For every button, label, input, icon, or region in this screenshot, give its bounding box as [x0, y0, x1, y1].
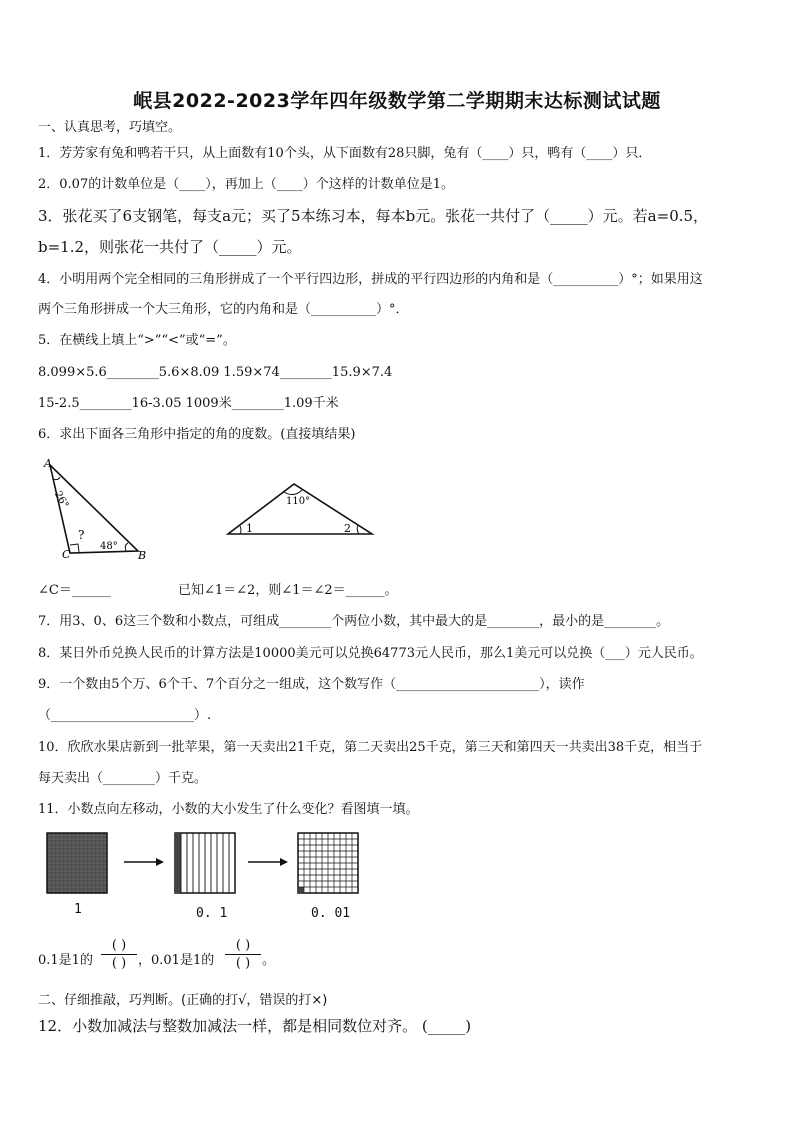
- fraction-denominator: ( ): [235, 956, 251, 971]
- question-5: 5．在横线上填上“>”“<”或“=”。: [38, 333, 236, 348]
- question-11-fill-b: ，0.01是1的: [138, 953, 215, 968]
- question-12: 12．小数加减法与整数加减法一样，都是相同数位对齐。 (_____): [38, 1017, 472, 1035]
- question-5-row2: 15-2.5________16-3.05 1009米________1.09千米: [38, 396, 339, 411]
- fraction-denominator: ( ): [111, 956, 127, 971]
- section-2-heading: 二、仔细推敲，巧判断。(正确的打√，错误的打×): [38, 993, 328, 1008]
- angle-c-unknown: ?: [78, 528, 85, 542]
- label-one-hundredth: 0. 01: [311, 906, 351, 921]
- question-11-fill-c: 。: [262, 953, 276, 968]
- angle-a-value: 26°: [51, 489, 71, 511]
- question-5-row1: 8.099×5.6________5.6×8.09 1.59×74________15.9×7.4: [38, 365, 393, 380]
- triangle-label-b: B: [138, 549, 147, 562]
- question-7: 7．用3、0、6这三个数和小数点，可组成________个两位小数，其中最大的是________，最小的是________。: [38, 614, 670, 629]
- whole-square: [47, 833, 107, 893]
- fraction-blank-1: [101, 937, 137, 972]
- hundredths-square: [298, 833, 358, 893]
- question-2: 2．0.07的计数单位是（____），再加上（____）个这样的计数单位是1。: [38, 177, 454, 192]
- decimal-grid-figure: [44, 830, 374, 900]
- label-one: 1: [74, 902, 82, 917]
- question-4-line2: 两个三角形拼成一个大三角形，它的内角和是（__________）°．: [38, 302, 409, 317]
- question-10-line1: 10．欣欣水果店新到一批苹果，第一天卖出21千克，第二天卖出25千克，第三天和第四天一共卖出38千克，相当于: [38, 740, 703, 755]
- angle-2-label: 2: [344, 522, 351, 535]
- top-angle-value: 110°: [286, 496, 311, 507]
- question-1: 1．芳芳家有兔和鸭若干只，从上面数有10个头，从下面数有28只脚，兔有（____）只，鸭有（____）只．: [38, 146, 652, 161]
- question-11: 11．小数点向左移动，小数的大小发生了什么变化？看图填一填。: [38, 802, 419, 817]
- tenths-square: [175, 833, 235, 893]
- question-6-answer-2: 已知∠1＝∠2，则∠1＝∠2＝______。: [178, 583, 398, 598]
- angle-b-value: 48°: [100, 541, 118, 552]
- fraction-numerator: ( ): [235, 938, 251, 953]
- triangle-abc-figure: [36, 455, 156, 565]
- question-4-line1: 4．小明用两个完全相同的三角形拼成了一个平行四边形，拼成的平行四边形的内角和是（__________）°；如果用这: [38, 272, 703, 287]
- triangle-label-a: A: [44, 457, 52, 470]
- question-8: 8．某日外币兑换人民币的计算方法是10000美元可以兑换64773元人民币，那么1美元可以兑换（___）元人民币。: [38, 646, 703, 661]
- question-10-line2: 每天卖出（________）千克。: [38, 771, 208, 786]
- fraction-blank-2: [225, 937, 261, 972]
- question-9-line2: （______________________）.: [38, 708, 212, 723]
- question-3-line1: 3．张花买了6支钢笔，每支a元；买了5本练习本，每本b元。张花一共付了（_____）元。若a=0.5，: [38, 207, 709, 225]
- triangle-label-c: C: [62, 548, 71, 561]
- question-9-line1: 9．一个数由5个万、6个千、7个百分之一组成，这个数写作（______________________），读作: [38, 677, 585, 692]
- question-6-answer-1: ∠C＝______: [38, 583, 111, 598]
- question-3-line2: b=1.2，则张花一共付了（_____）元。: [38, 238, 302, 256]
- page-title: 岷县2022-2023学年四年级数学第二学期期末达标测试试题: [133, 90, 661, 112]
- section-1-heading: 一、认真思考，巧填空。: [38, 120, 182, 135]
- question-6: 6．求出下面各三角形中指定的角的度数。(直接填结果): [38, 427, 356, 442]
- label-one-tenth: 0. 1: [196, 906, 228, 921]
- fraction-numerator: ( ): [111, 938, 127, 953]
- question-11-fill-a: 0.1是1的: [38, 953, 93, 968]
- triangle-110-figure: [222, 478, 378, 540]
- angle-1-label: 1: [246, 522, 253, 535]
